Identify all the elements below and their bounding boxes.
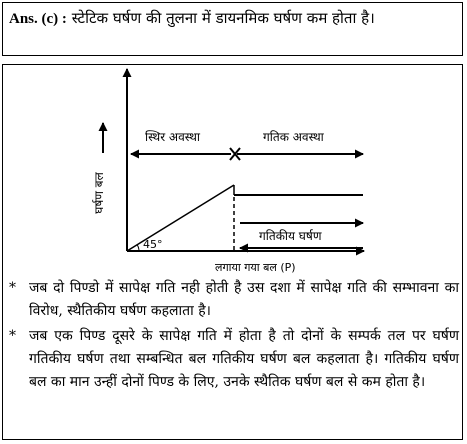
angle-label: 45°: [143, 238, 163, 251]
y-axis-label: घर्षण बल: [92, 172, 106, 214]
kinetic-friction-label: गतिकीय घर्षण: [259, 229, 322, 243]
answer-label: Ans. (c) :: [9, 11, 67, 27]
bullet-text: जब दो पिण्डो में सापेक्ष गति नही होती है उस दशा में सापेक्ष गति की सम्भावना का विरोध, स्थैतिकीय घर्षण कहलाता है।: [29, 280, 459, 319]
static-region-label: स्थिर अवस्था: [145, 130, 200, 144]
bullet-text: जब एक पिण्ड दूसरे के सापेक्ष गति में होता है तो दोनों के सम्पर्क तल पर घर्षण गतिकीय घर्षण तथा सम्बन्धित बल गतिकीय घर्षण बल कहलाता है। गतिकीय घर्षण बल का मान उन्हीं दोनों पिण्ड के लिए, उनके स्थैतिक घर्षण बल से कम होता है।: [29, 328, 459, 390]
kinetic-region-label: गतिक अवस्था: [263, 130, 324, 144]
bullet-list: [9, 277, 459, 394]
bullet-item-1: [9, 277, 459, 323]
x-axis-label: लगाया गया बल (P): [215, 261, 296, 274]
answer-header: [2, 2, 463, 56]
answer-text: स्टेटिक घर्षण की तुलना में डायनमिक घर्षण कम होता है।: [71, 9, 375, 27]
bullet-star: *: [9, 280, 16, 296]
bullet-item-2: [9, 325, 459, 394]
bullet-star: *: [9, 328, 16, 344]
explanation-box: [2, 64, 463, 440]
